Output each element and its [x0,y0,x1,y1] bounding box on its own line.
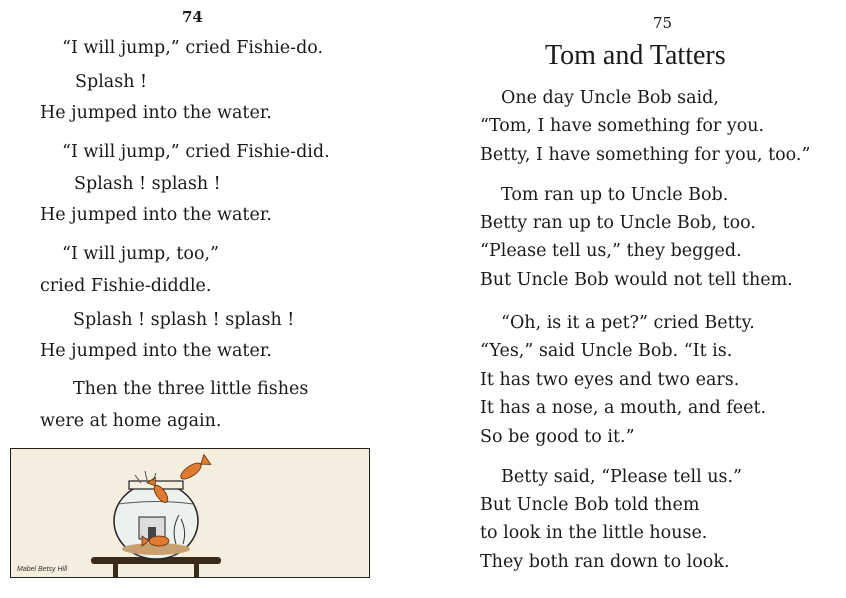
text-line: “I will jump,” cried Fishie-do. [62,38,324,58]
text-line: He jumped into the water. [40,341,272,361]
right-page [423,0,846,598]
fish [149,536,169,546]
jumping-fish [178,460,203,482]
text-line: “Please tell us,” they begged. [480,241,742,261]
fishbowl-illustration [10,448,370,578]
text-line: Splash ! splash ! splash ! [73,310,295,330]
text-line: He jumped into the water. [40,103,272,123]
page-number: 74 [182,8,203,26]
text-line: It has two eyes and two ears. [480,370,740,390]
table-leg [194,564,199,577]
fishbowl-drawing [11,449,369,577]
text-line: Splash ! [75,72,148,92]
text-line: “I will jump,” cried Fishie-did. [62,142,330,162]
text-line: One day Uncle Bob said, [501,88,719,108]
text-line: But Uncle Bob told them [480,495,700,515]
text-line: Betty ran up to Uncle Bob, too. [480,213,756,233]
text-line: Betty said, “Please tell us.” [501,467,742,487]
text-line: Tom ran up to Uncle Bob. [501,185,729,205]
text-line: Splash ! splash ! [74,174,221,194]
text-line: “Tom, I have something for you. [480,116,765,136]
text-line: But Uncle Bob would not tell them. [480,270,793,290]
text-line: to look in the little house. [480,523,708,543]
text-line: So be good to it.” [480,427,635,447]
illustrator-signature: Mabel Betsy Hill [17,566,68,573]
story-title: Tom and Tatters [545,40,726,71]
text-line: were at home again. [40,411,222,431]
text-line: Then the three little fishes [73,379,309,399]
text-line: cried Fishie-diddle. [40,276,212,296]
text-line: They both ran down to look. [480,552,730,572]
page-number: 75 [653,14,673,32]
text-line: “Yes,” said Uncle Bob. “It is. [480,341,733,361]
text-line: Betty, I have something for you, too.” [480,145,811,165]
text-line: “Oh, is it a pet?” cried Betty. [501,313,755,333]
text-line: It has a nose, a mouth, and feet. [480,398,767,418]
table-leg [113,564,118,577]
text-line: “I will jump, too,” [62,244,219,264]
text-line: He jumped into the water. [40,205,272,225]
